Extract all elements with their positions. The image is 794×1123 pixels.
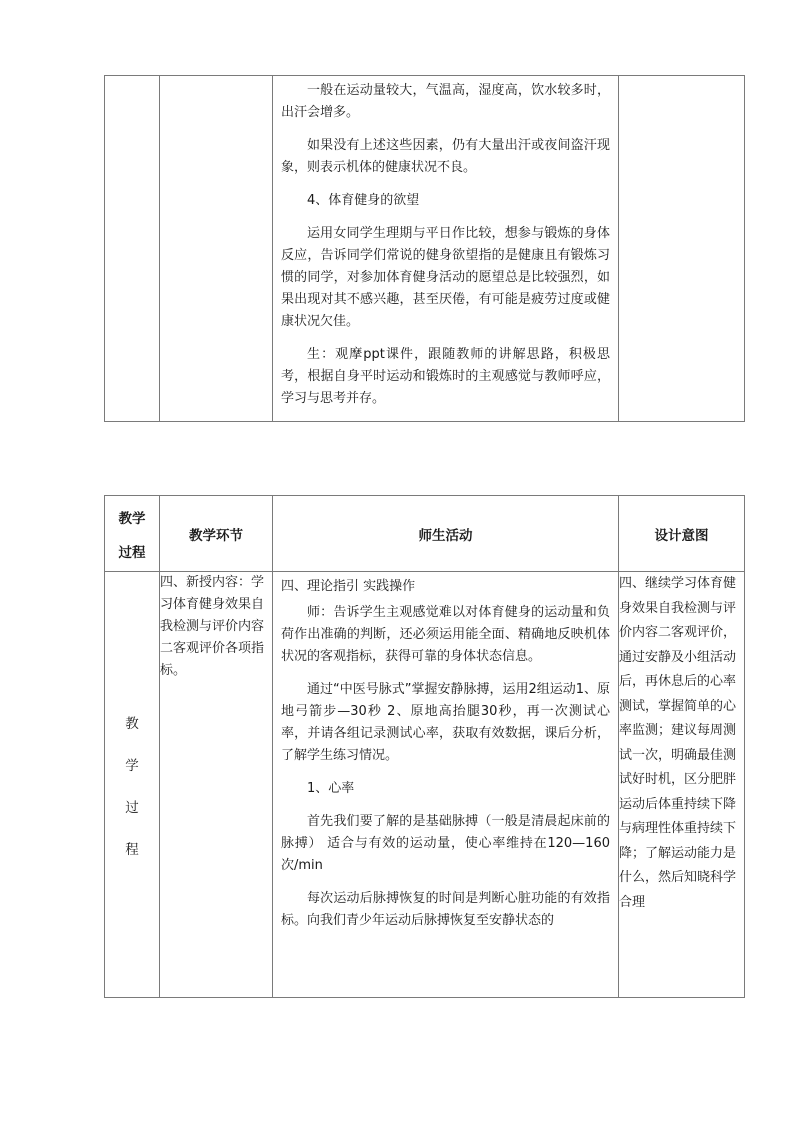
process-char: 学 xyxy=(125,757,139,774)
header-process xyxy=(105,496,160,572)
stage-text: 四、新授内容：学习体育健身效果自我检测与评价内容二客观评价各项指标。 xyxy=(160,575,265,678)
activity-paragraph: 运用女同学生理期与平日作比较，想参与锻炼的身体反应，告诉同学们常说的健身欲望指的是健康且有锻炼习惯的同学，对参加体育健身活动的愿望总是比较强烈，如果出现对其不感兴趣，甚至厌倦，有可能是疲劳过度或健康状况欠佳。 xyxy=(281,226,610,329)
process-char: 教 xyxy=(125,715,139,732)
table-header-row xyxy=(105,496,745,572)
intent-cell xyxy=(619,572,745,998)
header-process-line1: 教学 xyxy=(118,510,146,527)
header-intent: 设计意图 xyxy=(619,496,745,572)
top-stage-cell xyxy=(160,76,273,422)
top-lesson-table xyxy=(104,75,745,422)
bottom-lesson-table xyxy=(104,495,745,998)
header-activity: 师生活动 xyxy=(273,496,619,572)
header-stage: 教学环节 xyxy=(160,496,273,572)
process-cell xyxy=(105,572,160,998)
activity-subheading: 4、体育健身的欲望 xyxy=(307,193,420,208)
activity-paragraph: 师：告诉学生主观感觉难以对体育健身的运动量和负荷作出准确的判断，还必须运用能全面、精确地反映机体状况的客观指标，获得可靠的身体状态信息。 xyxy=(281,605,610,664)
activity-paragraph: 生：观摩ppt课件，跟随教师的讲解思路，积极思考，根据自身平时运动和锻炼时的主观感觉与教师呼应，学习与思考并存。 xyxy=(281,347,610,406)
activity-cell xyxy=(273,572,619,998)
header-process-line2: 过程 xyxy=(118,544,146,561)
activity-paragraph: 一般在运动量较大，气温高，湿度高，饮水较多时，出汗会增多。 xyxy=(281,83,610,120)
table-row xyxy=(105,572,745,998)
activity-paragraph: 每次运动后脉搏恢复的时间是判断心脏功能的有效指标。向我们青少年运动后脉搏恢复至安静状态的 xyxy=(281,891,610,928)
activity-subheading: 1、心率 xyxy=(307,781,355,796)
process-char: 过 xyxy=(125,799,139,816)
activity-paragraph: 首先我们要了解的是基础脉搏（一般是清晨起床前的脉搏） 适合与有效的运动量，使心率维持在120—160次/min xyxy=(281,814,610,873)
process-char: 程 xyxy=(125,841,139,858)
activity-paragraph: 如果没有上述这些因素，仍有大量出汗或夜间盗汗现象，则表示机体的健康状况不良。 xyxy=(281,138,610,175)
top-activity-cell xyxy=(273,76,619,422)
activity-paragraph: 通过“中医号脉式”掌握安静脉搏，运用2组运动1、原地弓箭步—30秒 2、原地高抬腿30秒，再一次测试心率，并请各组记录测试心率，获取有效数据，课后分析，了解学生练习情况。 xyxy=(281,682,611,763)
stage-cell xyxy=(160,572,273,998)
top-process-cell xyxy=(105,76,160,422)
intent-text: 四、继续学习体育健身效果自我检测与评价内容二客观评价，通过安静及小组活动后，再休息后的心率测试，掌握简单的心率监测；建议每周测试一次，明确最佳测试好时机，区分肥胖运动后体重持续下降与病理性体重持续下降；了解运动能力是什么，然后知晓科学合理 xyxy=(619,576,737,910)
top-intent-cell xyxy=(619,76,745,422)
activity-title: 四、理论指引 实践操作 xyxy=(281,579,416,594)
